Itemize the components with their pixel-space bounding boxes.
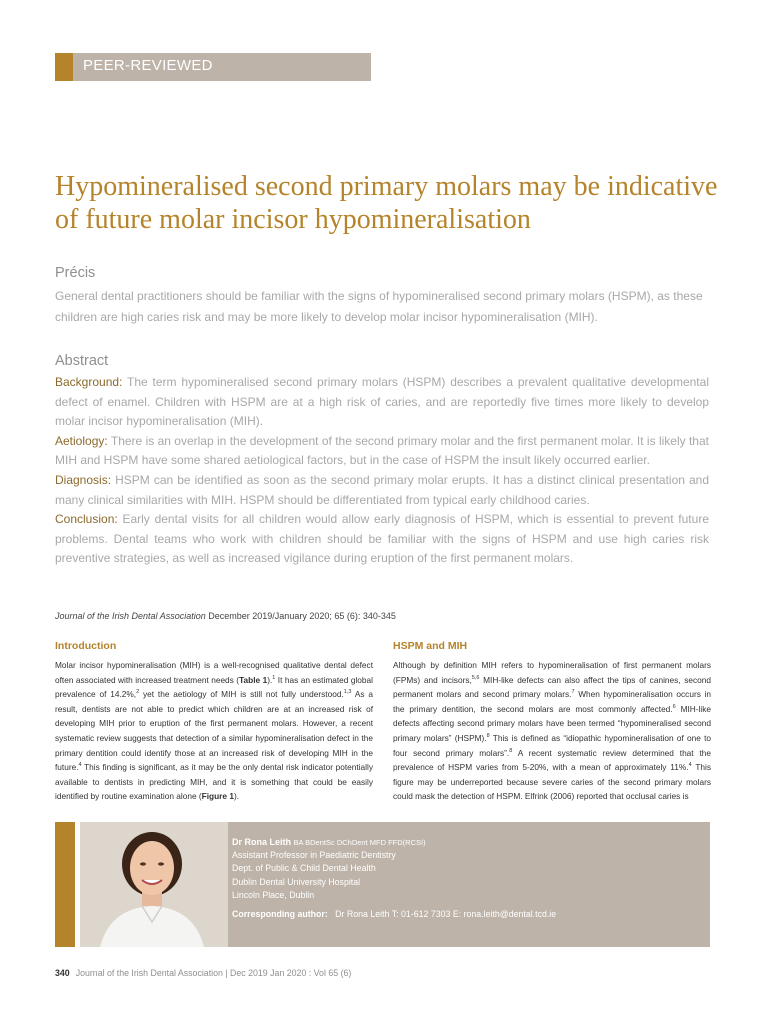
text-run: This is defined as “idiopathic hypomineralisation of one to four second primary molars”. bbox=[393, 732, 711, 758]
author-name-line bbox=[232, 836, 556, 849]
text-run: As a result, dentists are not able to predict which children are at an increased risk of developing MIH prior to eruption of the first permanent molars. However, a recent systematic review suggests that detection of a similar hypomineralisation defect in the primary dentition could identify those at an increased risk of developing MIH in the future. bbox=[55, 689, 373, 773]
abstract-aetiology bbox=[55, 432, 709, 471]
citation-sup: 4 bbox=[688, 762, 692, 769]
text-run: Although by definition MIH refers to hypomineralisation of first permanent molars (FPMs) and incisors, bbox=[393, 660, 711, 685]
corresponding-author-contact: Dr Rona Leith T: 01-612 7303 E: rona.leith@dental.tcd.ie bbox=[335, 909, 557, 920]
citation-sup: 1,3 bbox=[343, 689, 352, 696]
corresponding-author-label: Corresponding author: bbox=[232, 909, 328, 920]
citation-sup: 4 bbox=[78, 762, 82, 769]
text-run: Molar incisor hypomineralisation (MIH) is a well-recognised qualitative dental defect often associated with increased treatment needs ( bbox=[55, 660, 373, 685]
citation-sup: 6 bbox=[672, 704, 676, 711]
hspm-heading: HSPM and MIH bbox=[393, 640, 468, 652]
introduction-column bbox=[55, 640, 373, 804]
text-run: It has an estimated global prevalence of 14.2%, bbox=[55, 674, 373, 700]
abstract-label: Aetiology: bbox=[55, 433, 108, 448]
citation-sup: 8 bbox=[486, 733, 490, 740]
precis-heading: Précis bbox=[55, 265, 96, 281]
text-run: A recent systematic review determined that the prevalence of HSPM varies from 5-20%, with a mean of approximately 11%. bbox=[393, 747, 711, 773]
abstract-text: HSPM can be identified as soon as the second primary molar erupts. It has a distinct clinical presentation and many clinical similarities with MIH. HSPM should be differentiated from typical early childhood caries. bbox=[55, 472, 709, 507]
author-affiliation-line: Dublin Dental University Hospital bbox=[232, 876, 361, 887]
table-ref: Table 1 bbox=[239, 674, 268, 685]
author-photo bbox=[80, 822, 228, 947]
article-title: Hypomineralised second primary molars may be indicative of future molar incisor hypomineralisation bbox=[55, 171, 718, 235]
citation-details: December 2019/January 2020; 65 (6): 340-345 bbox=[208, 611, 396, 621]
footer-journal-info: Journal of the Irish Dental Association | Dec 2019 Jan 2020 : Vol 65 (6) bbox=[75, 968, 352, 978]
author-name: Dr Rona Leith bbox=[232, 837, 292, 847]
text-run: MIH-like defects affecting second primary molars have been termed “hypomineralised second primary molars” (HSPM). bbox=[393, 703, 711, 743]
text-run: This figure may be underreported because severe caries of the second primary molars could mask the detection of HSPM. Elfrink (2006) reported that occlusal caries is bbox=[393, 762, 711, 802]
citation-sup: 7 bbox=[571, 689, 575, 696]
abstract-text: The term hypomineralised second primary molars (HSPM) describes a prevalent qualitative developmental defect of enamel. Children with HSPM are at a high risk of caries, and are reportedly five times more likely to develop molar incisor hypomineralisation (MIH). bbox=[55, 375, 709, 429]
abstract-label: Diagnosis: bbox=[55, 472, 112, 487]
abstract-conclusion bbox=[55, 510, 709, 569]
introduction-heading: Introduction bbox=[55, 640, 117, 652]
author-box bbox=[80, 822, 710, 947]
abstract-background bbox=[55, 373, 709, 432]
abstract-label: Background: bbox=[55, 375, 123, 389]
author-affiliation-line: Assistant Professor in Paediatric Dentistry bbox=[232, 850, 396, 861]
abstract-heading: Abstract bbox=[55, 353, 109, 369]
text-run: yet the aetiology of MIH is still not fully understood. bbox=[139, 689, 344, 700]
author-qualifications: BA BDentSc DChDent MFD FFD(RCSI) bbox=[293, 838, 426, 847]
banner-label: PEER-REVIEWED bbox=[83, 57, 213, 74]
text-run: ). bbox=[233, 791, 240, 802]
corresponding-author-line bbox=[232, 908, 556, 921]
text-run: ). bbox=[267, 674, 273, 685]
introduction-paragraph bbox=[55, 658, 373, 804]
peer-reviewed-banner bbox=[55, 53, 371, 81]
abstract-text: There is an overlap in the development of the second primary molar and the first permanent molar. It is likely that MIH and HSPM have some shared aetiological factors, but in the case of HSPM the insult likely occurred earlier. bbox=[55, 433, 709, 468]
citation-sup: 2 bbox=[136, 689, 140, 696]
page-number: 340 bbox=[55, 968, 70, 978]
abstract-label: Conclusion: bbox=[55, 512, 118, 527]
precis-text: General dental practitioners should be familiar with the signs of hypomineralised second primary molars (HSPM), as these children are high caries risk and may be more likely to develop molar incisor hypomineralisation (MIH). bbox=[55, 289, 703, 324]
abstract-body bbox=[55, 373, 709, 569]
author-details bbox=[232, 836, 556, 921]
abstract-text: Early dental visits for all children would allow early diagnosis of HSPM, which is essential to prevent future problems. Dental teams who work with children should be familiar with the signs of HSPM and use high caries risk preventive strategies, as well as increased vigilance during eruption of the first permanent molars. bbox=[55, 512, 709, 566]
author-affiliation-line: Dept. of Public & Child Dental Health bbox=[232, 863, 376, 874]
text-run: When hypomineralisation occurs in the primary dentition, the second molars are most commonly affected. bbox=[393, 689, 712, 714]
citation-journal: Journal of the Irish Dental Association bbox=[55, 611, 206, 621]
figure-ref: Figure 1 bbox=[201, 791, 234, 802]
hspm-column bbox=[393, 640, 711, 804]
author-portrait-image bbox=[80, 822, 228, 947]
citation-sup: 1 bbox=[272, 674, 276, 681]
abstract-diagnosis bbox=[55, 471, 709, 510]
author-accent-bar bbox=[55, 822, 75, 947]
page-footer bbox=[55, 968, 351, 978]
citation-sup: 5,6 bbox=[471, 674, 480, 681]
citation-sup: 8 bbox=[509, 747, 513, 754]
author-affiliation-line: Lincoln Place, Dublin bbox=[232, 889, 315, 900]
text-run: This finding is significant, as it may be the only dental risk indicator potentially available to dentists in predicting MIH, and it is something that could be easily identified by routine examination alone ( bbox=[55, 762, 373, 802]
text-run: MIH-like defects can also affect the tips of canines, second permanent molars and second primary molars. bbox=[393, 674, 712, 700]
journal-citation bbox=[55, 611, 396, 621]
hspm-paragraph bbox=[393, 658, 711, 804]
banner-accent-bar bbox=[55, 53, 73, 81]
